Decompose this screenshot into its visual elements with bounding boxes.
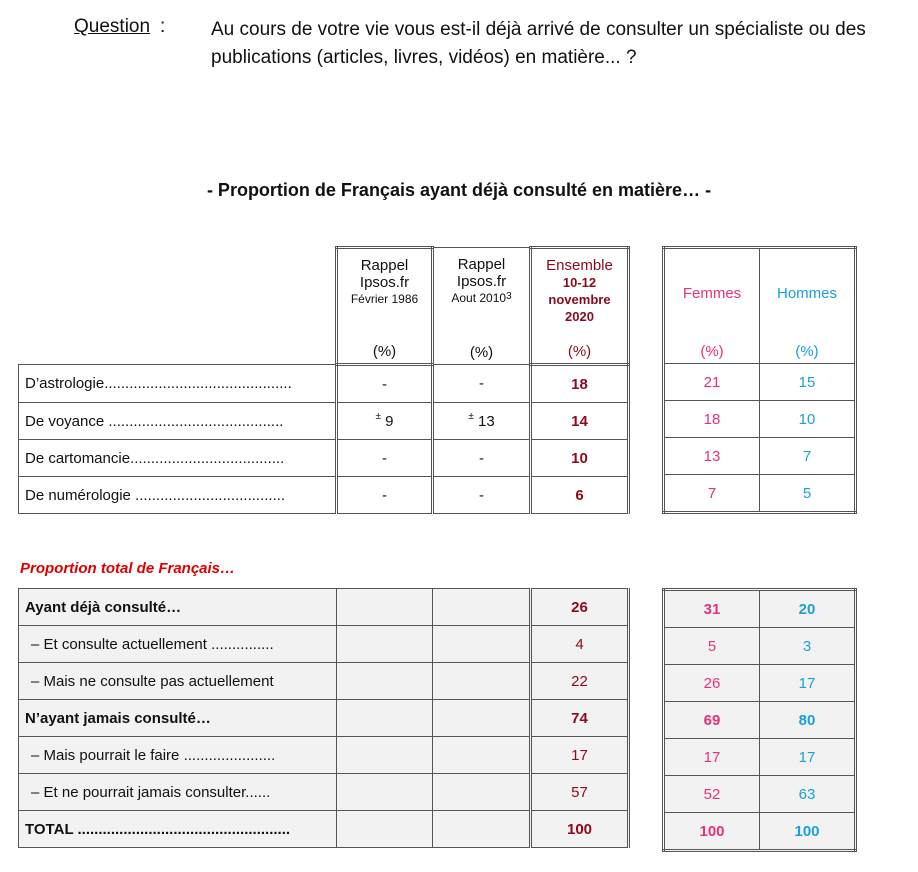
cell-ensemble: 6 bbox=[531, 477, 629, 514]
approx-marker: ± bbox=[375, 410, 381, 422]
table-row bbox=[19, 811, 629, 848]
section-title: Proportion total de Français… bbox=[20, 560, 236, 577]
row-label: De numérologie .................................... bbox=[19, 477, 337, 514]
header-date: 2020 bbox=[565, 309, 594, 324]
cell-femmes: 17 bbox=[664, 739, 760, 776]
table-row bbox=[19, 440, 629, 477]
header-date: 10-12 bbox=[562, 275, 597, 290]
cell-hommes: 20 bbox=[760, 590, 856, 628]
cell-ensemble: 14 bbox=[531, 403, 629, 440]
question-text: Au cours de votre vie vous est-il déjà arrivé de consulter un spécialiste ou des publications (articles, livres, vidéos) en matière... ? bbox=[211, 19, 866, 68]
cell-hommes: 63 bbox=[760, 776, 856, 813]
header-label: Ipsos.fr bbox=[359, 274, 410, 291]
cell-femmes: 69 bbox=[664, 702, 760, 739]
totals-gender-table bbox=[662, 588, 857, 852]
cell-value: 9 bbox=[385, 412, 394, 430]
cell-hommes: 10 bbox=[760, 401, 856, 438]
cell-femmes: 5 bbox=[664, 628, 760, 665]
header-label: Rappel bbox=[457, 256, 506, 273]
header-unit: (%) bbox=[469, 344, 494, 361]
header-unit: (%) bbox=[700, 343, 724, 360]
table-row bbox=[19, 700, 629, 737]
header-unit: (%) bbox=[795, 343, 819, 360]
header-unit: (%) bbox=[372, 343, 397, 360]
row-label: TOTAL ................................................... bbox=[19, 811, 337, 848]
cell-femmes: 52 bbox=[664, 776, 760, 813]
header-femmes bbox=[664, 248, 760, 364]
header-rappel-1986 bbox=[337, 248, 433, 365]
row-label: – Mais ne consulte pas actuellement bbox=[19, 663, 337, 700]
cell-rappel-2010 bbox=[433, 403, 531, 440]
cell-femmes: 26 bbox=[664, 665, 760, 702]
header-rappel-2010 bbox=[433, 248, 531, 365]
cell-rappel-2010: - bbox=[433, 440, 531, 477]
cell-femmes: 31 bbox=[664, 590, 760, 628]
cell-rappel-1986 bbox=[337, 403, 433, 440]
table-row bbox=[19, 737, 629, 774]
cell-hommes: 5 bbox=[760, 475, 856, 513]
header-ensemble bbox=[531, 248, 629, 365]
header-label: Rappel bbox=[360, 257, 409, 274]
row-label: N’ayant jamais consulté… bbox=[19, 700, 337, 737]
header-label: Hommes bbox=[776, 285, 837, 302]
header-unit: (%) bbox=[567, 343, 592, 360]
table-row bbox=[19, 663, 629, 700]
main-table bbox=[18, 246, 630, 514]
cell-hommes: 17 bbox=[760, 739, 856, 776]
approx-marker: ± bbox=[468, 410, 474, 422]
cell-ensemble: 10 bbox=[531, 440, 629, 477]
footnote-ref: 3 bbox=[506, 291, 512, 302]
cell-hommes: 3 bbox=[760, 628, 856, 665]
cell-femmes: 18 bbox=[664, 401, 760, 438]
cell-rappel-2010: - bbox=[433, 477, 531, 514]
cell-rappel-2010: - bbox=[433, 365, 531, 403]
header-date: Février 1986 bbox=[350, 292, 419, 306]
cell-rappel-1986: - bbox=[337, 440, 433, 477]
row-label: Ayant déjà consulté… bbox=[19, 589, 337, 626]
gender-table bbox=[662, 246, 857, 514]
question-colon: : bbox=[160, 16, 166, 37]
cell-rappel-1986: - bbox=[337, 365, 433, 403]
cell-ensemble: 22 bbox=[531, 663, 629, 700]
cell-femmes: 13 bbox=[664, 438, 760, 475]
cell-ensemble: 17 bbox=[531, 737, 629, 774]
cell-hommes: 80 bbox=[760, 702, 856, 739]
header-hommes bbox=[760, 248, 856, 364]
row-label: De cartomancie..................................... bbox=[19, 440, 337, 477]
table-row bbox=[19, 403, 629, 440]
cell-rappel-1986: - bbox=[337, 477, 433, 514]
cell-femmes: 21 bbox=[664, 364, 760, 401]
table-row bbox=[19, 477, 629, 514]
table-row bbox=[19, 774, 629, 811]
row-label: De voyance .......................................... bbox=[19, 403, 337, 440]
cell-hommes: 7 bbox=[760, 438, 856, 475]
question-label: Question bbox=[74, 16, 151, 37]
header-date: Aout 2010 bbox=[451, 291, 507, 305]
table-row bbox=[19, 589, 629, 626]
cell-ensemble: 57 bbox=[531, 774, 629, 811]
cell-hommes: 15 bbox=[760, 364, 856, 401]
header-label: Ipsos.fr bbox=[456, 273, 507, 290]
cell-hommes: 100 bbox=[760, 813, 856, 851]
table-row bbox=[19, 365, 629, 403]
totals-table bbox=[18, 588, 630, 848]
cell-ensemble: 74 bbox=[531, 700, 629, 737]
cell-femmes: 7 bbox=[664, 475, 760, 513]
cell-ensemble: 4 bbox=[531, 626, 629, 663]
cell-femmes: 100 bbox=[664, 813, 760, 851]
cell-ensemble: 18 bbox=[531, 365, 629, 403]
cell-ensemble: 100 bbox=[531, 811, 629, 848]
cell-value: 13 bbox=[477, 412, 495, 430]
row-label: – Mais pourrait le faire ...................... bbox=[19, 737, 337, 774]
header-label: Ensemble bbox=[546, 257, 613, 274]
header-date: novembre bbox=[548, 292, 611, 307]
cell-ensemble: 26 bbox=[531, 589, 629, 626]
page-subtitle: - Proportion de Français ayant déjà consulté en matière… - bbox=[206, 180, 712, 200]
header-label: Femmes bbox=[682, 285, 742, 302]
row-label: – Et consulte actuellement ............... bbox=[19, 626, 337, 663]
table-row bbox=[19, 626, 629, 663]
cell-hommes: 17 bbox=[760, 665, 856, 702]
row-label: D’astrologie............................................. bbox=[19, 365, 337, 403]
row-label: – Et ne pourrait jamais consulter...... bbox=[19, 774, 337, 811]
